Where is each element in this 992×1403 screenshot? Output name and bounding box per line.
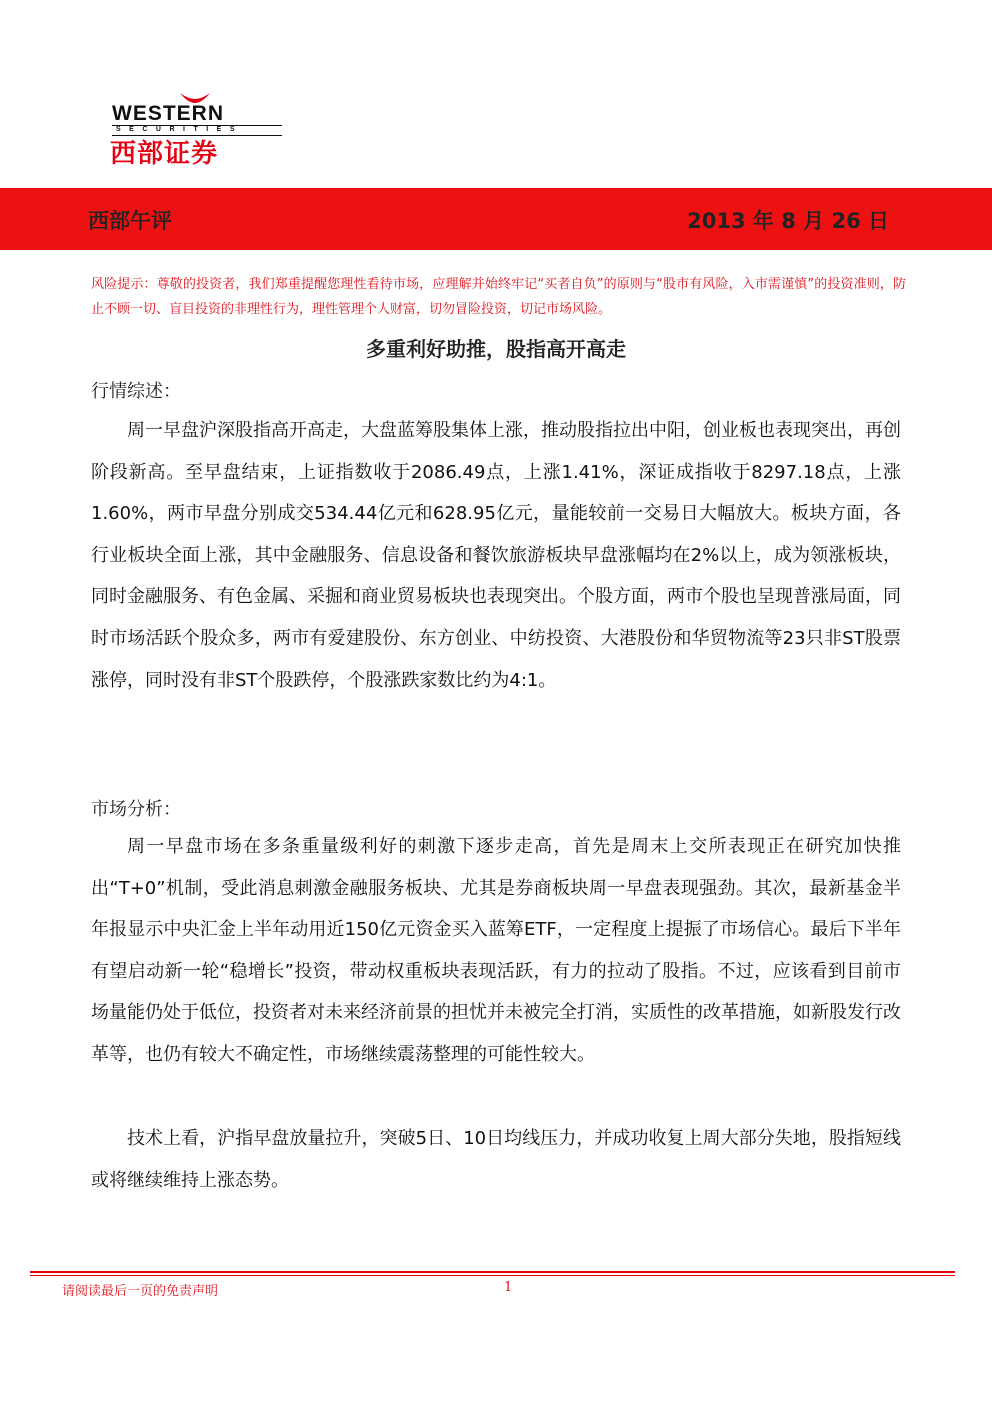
paragraph-technical: 技术上看，沪指早盘放量拉升，突破5日、10日均线压力，并成功收复上周大部分失地，股指短线或将继续维持上涨态势。	[91, 1128, 901, 1191]
logo-subtitle: SECURITIES	[116, 126, 244, 133]
footer-divider	[30, 1275, 955, 1276]
logo-chinese: 西部证券	[110, 139, 219, 169]
paragraph-analysis: 周一早盘市场在多条重量级利好的刺激下逐步走高，首先是周末上交所表现正在研究加快推出“T+0”机制，受此消息刺激金融服务板块、尤其是券商板块周一早盘表现强劲。其次，最新基金半年报显示中央汇金上半年动用近150亿元资金买入蓝筹ETF，一定程度上提振了市场信心。最后下半年有望启动新一轮“稳增长”投资，带动权重板块表现活跃，有力的拉动了股指。不过，应该看到目前市场量能仍处于低位，投资者对未来经济前景的担忧并未被完全打消，实质性的改革措施，如新股发行改革等，也仍有较大不确定性，市场继续震荡整理的可能性较大。	[91, 836, 901, 1065]
section-title-overview: 行情综述：	[91, 381, 181, 402]
headline: 多重利好助推，股指高开高走	[366, 337, 626, 361]
company-logo	[108, 93, 288, 169]
paragraph-overview: 周一早盘沪深股指高开高走，大盘蓝筹股集体上涨，推动股指拉出中阳，创业板也表现突出，再创阶段新高。至早盘结束，上证指数收于2086.49点，上涨1.41%，深证成指收于8297.18点，上涨1.60%，两市早盘分别成交534.44亿元和628.95亿元，量能较前一交易日大幅放大。板块方面，各行业板块全面上涨，其中金融服务、信息设备和餐饮旅游板块早盘涨幅均在2%以上，成为领涨板块，同时金融服务、有色金属、采掘和商业贸易板块也表现突出。个股方面，两市个股也呈现普涨局面，同时市场活跃个股众多，两市有爱建股份、东方创业、中纺投资、大港股份和华贸物流等23只非ST股票涨停，同时没有非ST个股跌停，个股涨跌家数比约为4:1。	[91, 420, 901, 691]
report-title: 西部午评	[88, 209, 172, 233]
report-banner	[0, 188, 992, 250]
risk-notice: 风险提示：尊敬的投资者，我们郑重提醒您理性看待市场，应理解并始终牢记“买者自负”的原则与“股市有风险，入市需谨慎”的投资准则，防止不顾一切、盲目投资的非理性行为，理性管理个人财富，切勿冒险投资，切记市场风险。	[91, 277, 906, 317]
footer-disclaimer: 请阅读最后一页的免责声明	[62, 1284, 219, 1299]
section-title-analysis: 市场分析：	[91, 799, 181, 820]
page-number: 1	[504, 1280, 513, 1295]
footer-divider	[30, 1271, 955, 1273]
logo-english: WESTERN	[112, 102, 224, 125]
report-date: 2013 年 8 月 26 日	[687, 209, 889, 233]
